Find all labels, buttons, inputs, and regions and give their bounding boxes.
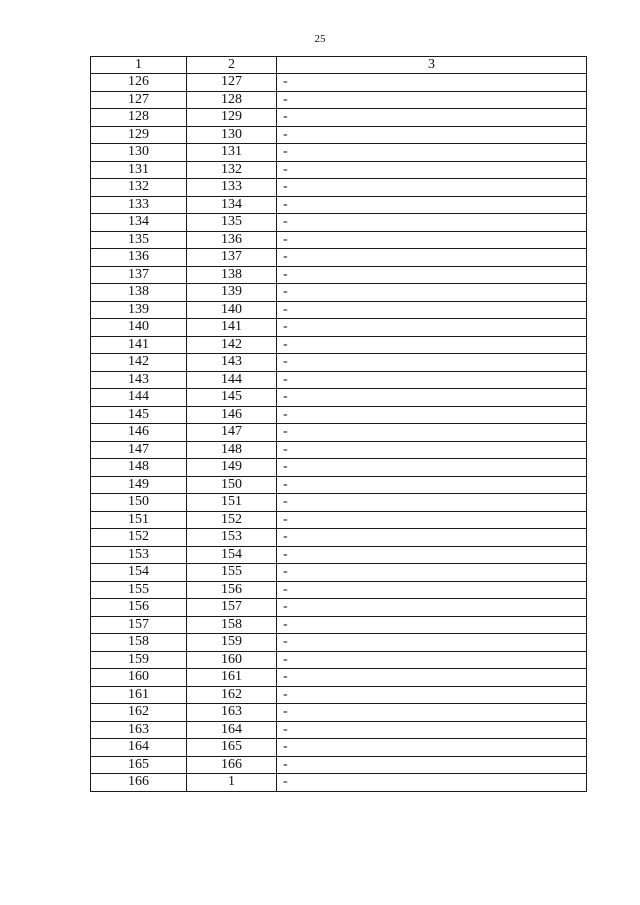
table-cell-col-3: - — [277, 144, 587, 162]
table-cell-col-2: 138 — [187, 266, 277, 284]
table-cell-col-3: - — [277, 249, 587, 267]
table-cell-col-3: - — [277, 231, 587, 249]
table-cell-col-1: 129 — [91, 126, 187, 144]
table-cell-col-1: 127 — [91, 91, 187, 109]
table-cell-col-2: 133 — [187, 179, 277, 197]
table-cell-col-3: - — [277, 459, 587, 477]
table-row — [91, 634, 587, 652]
table-cell-col-2: 137 — [187, 249, 277, 267]
table-cell-col-1: 159 — [91, 651, 187, 669]
table-cell-col-1: 162 — [91, 704, 187, 722]
table-cell-col-1: 132 — [91, 179, 187, 197]
table-cell-col-2: 165 — [187, 739, 277, 757]
table-cell-col-3: - — [277, 266, 587, 284]
table-row — [91, 546, 587, 564]
table-row — [91, 231, 587, 249]
table-cell-col-2: 166 — [187, 756, 277, 774]
header-cell-2: 2 — [187, 57, 277, 74]
table-cell-col-2: 136 — [187, 231, 277, 249]
table-cell-col-3: - — [277, 511, 587, 529]
table-cell-col-2: 163 — [187, 704, 277, 722]
table-cell-col-2: 162 — [187, 686, 277, 704]
table-cell-col-3: - — [277, 774, 587, 792]
table-cell-col-1: 135 — [91, 231, 187, 249]
table-cell-col-1: 155 — [91, 581, 187, 599]
table-cell-col-1: 128 — [91, 109, 187, 127]
table-cell-col-3: - — [277, 529, 587, 547]
data-table — [90, 56, 587, 792]
table-cell-col-3: - — [277, 284, 587, 302]
table-cell-col-1: 137 — [91, 266, 187, 284]
table-cell-col-2: 131 — [187, 144, 277, 162]
table-cell-col-3: - — [277, 161, 587, 179]
table-cell-col-1: 149 — [91, 476, 187, 494]
table-cell-col-1: 166 — [91, 774, 187, 792]
table-cell-col-2: 152 — [187, 511, 277, 529]
table-cell-col-3: - — [277, 109, 587, 127]
table-cell-col-1: 146 — [91, 424, 187, 442]
table-cell-col-3: - — [277, 739, 587, 757]
table-cell-col-1: 165 — [91, 756, 187, 774]
table-cell-col-1: 164 — [91, 739, 187, 757]
table-row — [91, 424, 587, 442]
table-cell-col-3: - — [277, 651, 587, 669]
table-cell-col-2: 127 — [187, 74, 277, 92]
table-cell-col-1: 140 — [91, 319, 187, 337]
table-cell-col-2: 151 — [187, 494, 277, 512]
table-cell-col-1: 157 — [91, 616, 187, 634]
table-row — [91, 406, 587, 424]
table-cell-col-2: 153 — [187, 529, 277, 547]
table-cell-col-3: - — [277, 721, 587, 739]
table-cell-col-3: - — [277, 406, 587, 424]
table-row — [91, 389, 587, 407]
table-cell-col-1: 141 — [91, 336, 187, 354]
table-row — [91, 459, 587, 477]
table-cell-col-2: 135 — [187, 214, 277, 232]
table-row — [91, 441, 587, 459]
table-row — [91, 686, 587, 704]
table-cell-col-2: 134 — [187, 196, 277, 214]
table-cell-col-2: 159 — [187, 634, 277, 652]
table-cell-col-2: 154 — [187, 546, 277, 564]
table-row — [91, 74, 587, 92]
table-row — [91, 476, 587, 494]
table-cell-col-2: 147 — [187, 424, 277, 442]
table-cell-col-2: 164 — [187, 721, 277, 739]
table-cell-col-3: - — [277, 126, 587, 144]
table-cell-col-3: - — [277, 371, 587, 389]
table-cell-col-2: 140 — [187, 301, 277, 319]
table-cell-col-1: 126 — [91, 74, 187, 92]
table-cell-col-2: 142 — [187, 336, 277, 354]
table-cell-col-3: - — [277, 389, 587, 407]
table-cell-col-3: - — [277, 91, 587, 109]
table-cell-col-1: 133 — [91, 196, 187, 214]
table-cell-col-1: 158 — [91, 634, 187, 652]
table-cell-col-3: - — [277, 441, 587, 459]
table-body — [91, 57, 587, 792]
table-row — [91, 669, 587, 687]
table-cell-col-1: 151 — [91, 511, 187, 529]
table-cell-col-3: - — [277, 179, 587, 197]
table-row — [91, 196, 587, 214]
table-cell-col-3: - — [277, 354, 587, 372]
table-cell-col-2: 161 — [187, 669, 277, 687]
table-cell-col-2: 156 — [187, 581, 277, 599]
table-row — [91, 144, 587, 162]
table-cell-col-1: 160 — [91, 669, 187, 687]
table-cell-col-2: 155 — [187, 564, 277, 582]
table-cell-col-3: - — [277, 319, 587, 337]
header-cell-3: 3 — [277, 57, 587, 74]
table-row — [91, 284, 587, 302]
table-row — [91, 266, 587, 284]
table-cell-col-3: - — [277, 214, 587, 232]
table-cell-col-3: - — [277, 669, 587, 687]
table-row — [91, 511, 587, 529]
table-cell-col-2: 1 — [187, 774, 277, 792]
table-row — [91, 739, 587, 757]
table-cell-col-3: - — [277, 686, 587, 704]
table-cell-col-2: 150 — [187, 476, 277, 494]
table-cell-col-1: 150 — [91, 494, 187, 512]
table-row — [91, 249, 587, 267]
table-cell-col-3: - — [277, 546, 587, 564]
table-cell-col-1: 156 — [91, 599, 187, 617]
table-cell-col-3: - — [277, 599, 587, 617]
table-row — [91, 371, 587, 389]
table-row — [91, 651, 587, 669]
table-row — [91, 616, 587, 634]
table-row — [91, 319, 587, 337]
table-row — [91, 564, 587, 582]
table-cell-col-3: - — [277, 564, 587, 582]
table-cell-col-2: 149 — [187, 459, 277, 477]
table-cell-col-3: - — [277, 494, 587, 512]
table-cell-col-2: 145 — [187, 389, 277, 407]
table-cell-col-1: 136 — [91, 249, 187, 267]
table-cell-col-2: 129 — [187, 109, 277, 127]
table-header-row — [91, 57, 587, 74]
table-cell-col-1: 152 — [91, 529, 187, 547]
table-row — [91, 91, 587, 109]
table-cell-col-1: 163 — [91, 721, 187, 739]
table-cell-col-2: 141 — [187, 319, 277, 337]
table-cell-col-1: 134 — [91, 214, 187, 232]
table-row — [91, 354, 587, 372]
table-row — [91, 756, 587, 774]
table-cell-col-3: - — [277, 704, 587, 722]
table-cell-col-1: 147 — [91, 441, 187, 459]
table-cell-col-2: 144 — [187, 371, 277, 389]
table-cell-col-3: - — [277, 336, 587, 354]
table-cell-col-2: 158 — [187, 616, 277, 634]
table-cell-col-1: 153 — [91, 546, 187, 564]
table-row — [91, 214, 587, 232]
table-row — [91, 774, 587, 792]
table-row — [91, 721, 587, 739]
table-row — [91, 126, 587, 144]
header-cell-1: 1 — [91, 57, 187, 74]
table-row — [91, 581, 587, 599]
table-cell-col-3: - — [277, 581, 587, 599]
table-row — [91, 529, 587, 547]
table-cell-col-2: 128 — [187, 91, 277, 109]
table-row — [91, 599, 587, 617]
table-row — [91, 161, 587, 179]
table-cell-col-3: - — [277, 424, 587, 442]
table-row — [91, 494, 587, 512]
table-cell-col-2: 143 — [187, 354, 277, 372]
table-cell-col-3: - — [277, 634, 587, 652]
table-cell-col-3: - — [277, 476, 587, 494]
table-cell-col-1: 143 — [91, 371, 187, 389]
table-cell-col-2: 132 — [187, 161, 277, 179]
table-row — [91, 704, 587, 722]
table-cell-col-3: - — [277, 74, 587, 92]
table-cell-col-3: - — [277, 756, 587, 774]
table-cell-col-1: 130 — [91, 144, 187, 162]
table-row — [91, 301, 587, 319]
table-row — [91, 109, 587, 127]
table-cell-col-1: 138 — [91, 284, 187, 302]
table-row — [91, 336, 587, 354]
table-cell-col-1: 148 — [91, 459, 187, 477]
table-cell-col-1: 142 — [91, 354, 187, 372]
table-cell-col-3: - — [277, 196, 587, 214]
table-cell-col-1: 154 — [91, 564, 187, 582]
table-cell-col-1: 139 — [91, 301, 187, 319]
table-cell-col-1: 145 — [91, 406, 187, 424]
table-cell-col-1: 161 — [91, 686, 187, 704]
table-cell-col-2: 148 — [187, 441, 277, 459]
table-cell-col-2: 139 — [187, 284, 277, 302]
table-cell-col-2: 146 — [187, 406, 277, 424]
table-cell-col-2: 157 — [187, 599, 277, 617]
table-cell-col-1: 144 — [91, 389, 187, 407]
table-cell-col-2: 130 — [187, 126, 277, 144]
table-cell-col-3: - — [277, 301, 587, 319]
table-row — [91, 179, 587, 197]
page-number: 25 — [314, 33, 326, 45]
table-cell-col-1: 131 — [91, 161, 187, 179]
table-cell-col-2: 160 — [187, 651, 277, 669]
table-cell-col-3: - — [277, 616, 587, 634]
